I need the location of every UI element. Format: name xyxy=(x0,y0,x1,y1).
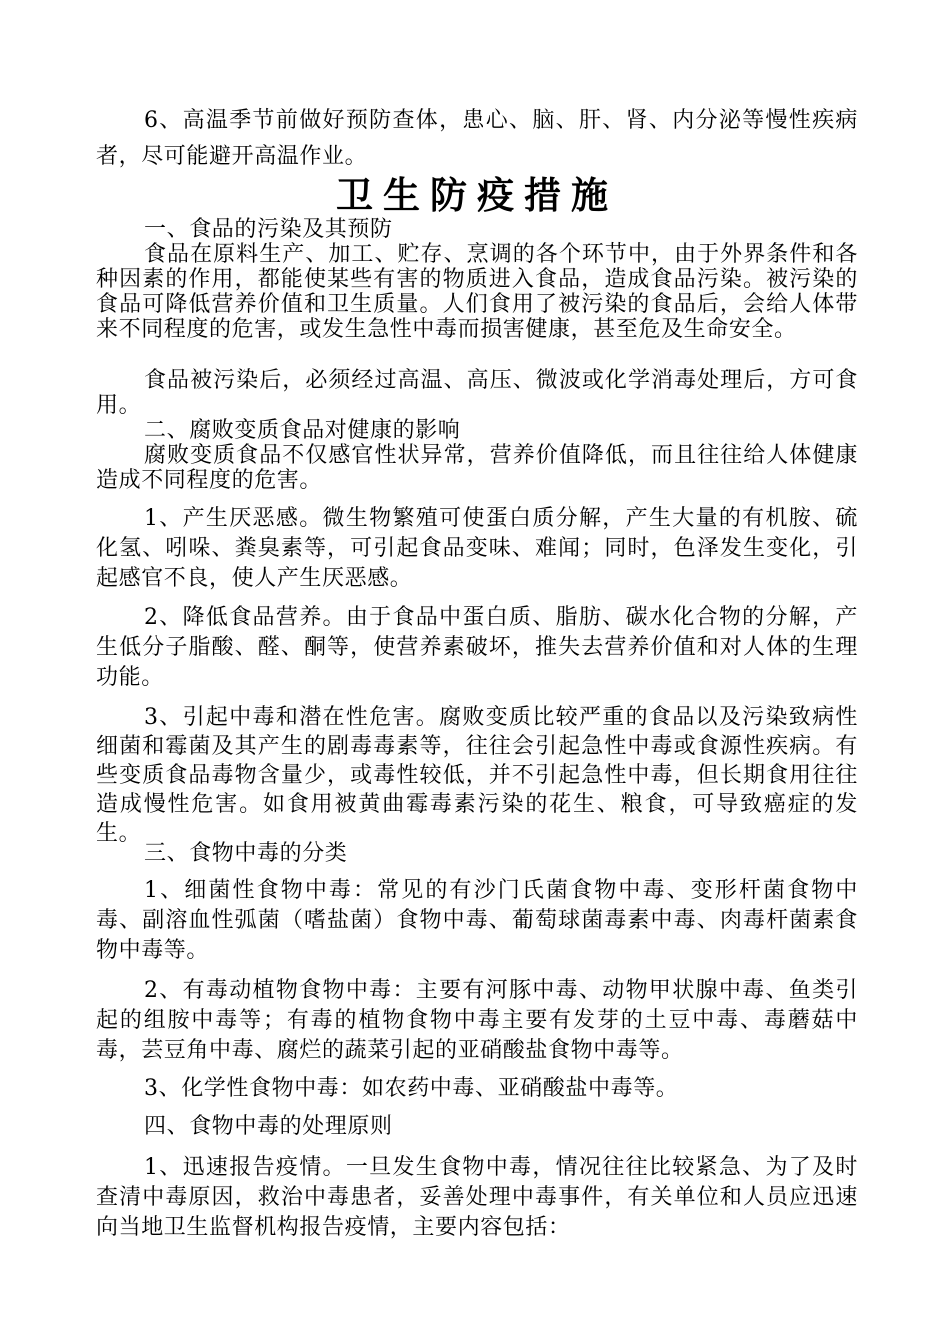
section-1-paragraph-1: 食品在原料生产、加工、贮存、烹调的各个环节中，由于外界条件和各种因素的作用，都能使某些有害的物质进入食品，造成食品污染。被污染的食品可降低营养价值和卫生质量。人们食用了被污染的食品后，会给人体带来不同程度的危害，或发生急性中毒而损害健康，甚至危及生命安全。 xyxy=(96,242,858,342)
section-1-paragraph-2: 食品被污染后，必须经过高温、高压、微波或化学消毒处理后，方可食用。 xyxy=(96,368,858,418)
section-4-heading: 四、食物中毒的处理原则 xyxy=(144,1114,393,1139)
section-2-heading: 二、腐败变质食品对健康的影响 xyxy=(144,418,461,443)
section-3-heading: 三、食物中毒的分类 xyxy=(144,841,348,866)
section-2-item-3: 3、引起中毒和潜在性危害。腐败变质比较严重的食品以及污染致病性细菌和霉菌及其产生的剧毒毒素等，往往会引起急性中毒或食源性疾病。有些变质食品毒物含量少，或毒性较低，并不引起急性中毒，但长期食用往往造成慢性危害。如食用被黄曲霉毒素污染的花生、粮食，可导致癌症的发生。 xyxy=(96,705,858,846)
section-3-item-3: 3、化学性食物中毒：如农药中毒、亚硝酸盐中毒等。 xyxy=(144,1076,679,1101)
section-2-item-1: 1、产生厌恶感。微生物繁殖可使蛋白质分解，产生大量的有机胺、硫化氢、吲哚、粪臭素等，可引起食品变味、难闻；同时，色泽发生变化，引起感官不良，使人产生厌恶感。 xyxy=(96,506,858,591)
section-4-item-1: 1、迅速报告疫情。一旦发生食物中毒，情况往往比较紧急、为了及时查清中毒原因，救治中毒患者，妥善处理中毒事件，有关单位和人员应迅速向当地卫生监督机构报告疫情，主要内容包括： xyxy=(96,1155,858,1240)
document-title: 卫生防疫措施 xyxy=(336,173,618,217)
intro-item-6: 6、高温季节前做好预防查体，患心、脑、肝、肾、内分泌等慢性疾病者，尽可能避开高温作业。 xyxy=(96,108,858,169)
section-1-heading: 一、食品的污染及其预防 xyxy=(144,217,393,242)
section-2-paragraph-1: 腐败变质食品不仅感官性状异常，营养价值降低，而且往往给人体健康造成不同程度的危害。 xyxy=(96,443,858,493)
section-3-item-1: 1、细菌性食物中毒：常见的有沙门氏菌食物中毒、变形杆菌食物中毒、副溶血性弧菌（嗜盐菌）食物中毒、葡萄球菌毒素中毒、肉毒杆菌素食物中毒等。 xyxy=(96,878,858,963)
section-3-item-2: 2、有毒动植物食物中毒：主要有河豚中毒、动物甲状腺中毒、鱼类引起的组胺中毒等；有毒的植物食物中毒主要有发芽的土豆中毒、毒蘑菇中毒，芸豆角中毒、腐烂的蔬菜引起的亚硝酸盐食物中毒等。 xyxy=(96,978,858,1063)
section-2-item-2: 2、降低食品营养。由于食品中蛋白质、脂肪、碳水化合物的分解，产生低分子脂酸、醛、酮等，使营养素破坏，推失去营养价值和对人体的生理功能。 xyxy=(96,605,858,690)
